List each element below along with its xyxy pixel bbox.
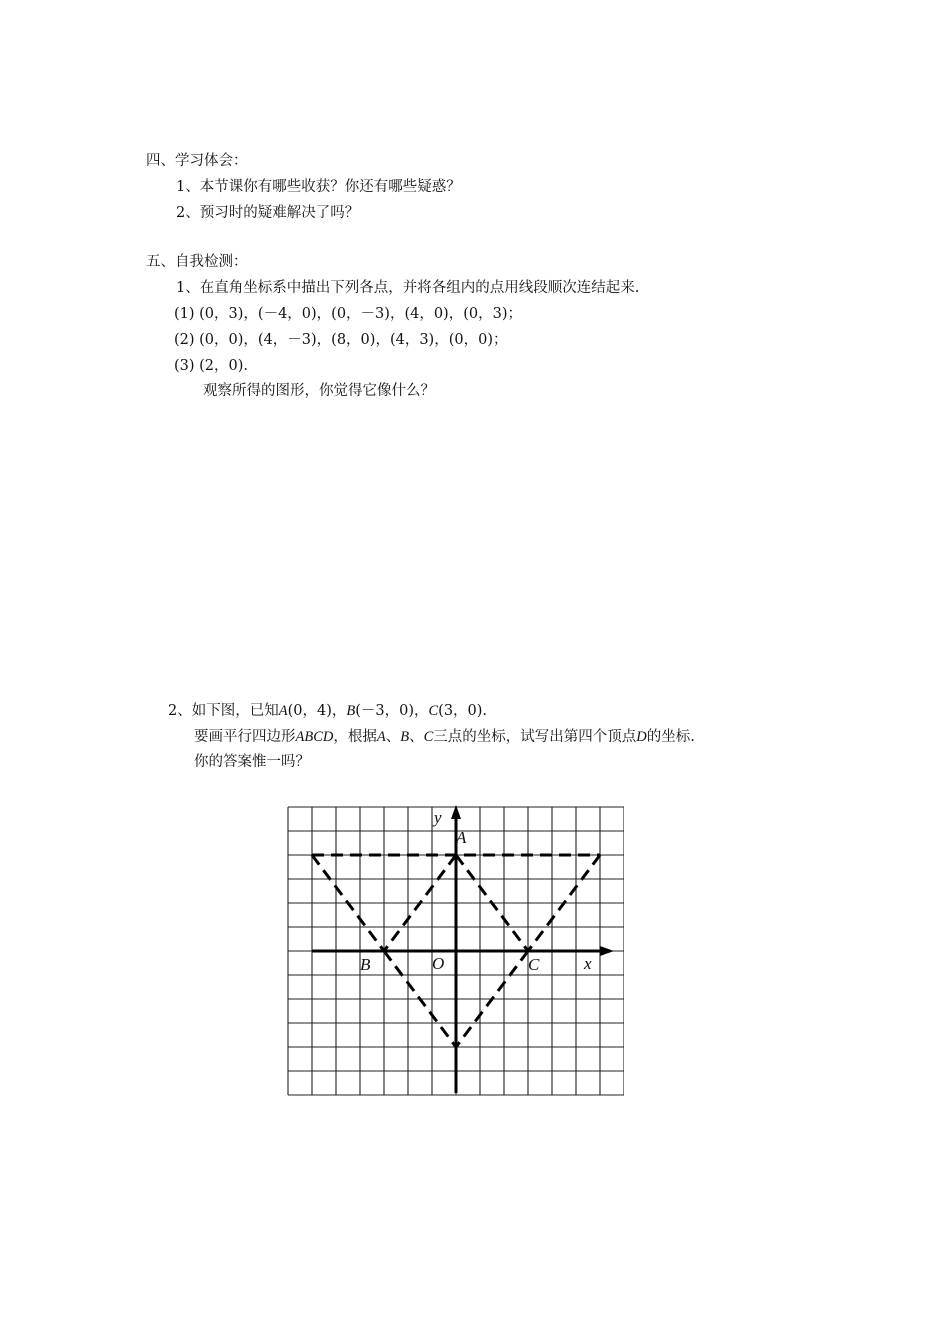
q2-line2-suffix: 的坐标. — [646, 729, 695, 745]
point-b-label: B — [360, 955, 371, 974]
section4-heading: 四、学习体会： — [146, 153, 248, 169]
q2-line2-mid: ，根据 — [333, 729, 377, 745]
axes — [312, 805, 614, 1093]
coordinate-figure — [284, 805, 624, 1097]
q2-line2-a: A — [376, 729, 386, 745]
q2-line1-prefix: 2、如下图，已知 — [168, 703, 279, 719]
point-a-label: A — [456, 828, 467, 847]
point-a-coord: (0，4)， — [287, 703, 347, 719]
x-axis-label: x — [584, 954, 592, 973]
section5-q1-item3: (3) (2，0). — [174, 358, 249, 374]
point-c-coord: (3，0). — [438, 703, 488, 719]
x-axis-arrow — [600, 946, 614, 956]
section5-heading: 五、自我检测： — [146, 254, 248, 270]
section5-q1-item2: (2) (0，0)，(4，－3)，(8，0)，(4，3)，(0，0)； — [174, 332, 508, 348]
q2-line2-c: C — [423, 729, 434, 745]
q2-line2-mid2: 三点的坐标，试写出第四个顶点 — [433, 729, 637, 745]
point-b-name: B — [346, 703, 356, 719]
section4-question-1: 1、本节课你有哪些收获？你还有哪些疑惑？ — [176, 179, 461, 195]
section5-q2-line2 — [194, 727, 695, 747]
point-a-name: A — [278, 703, 288, 719]
section5-q1-intro: 1、在直角坐标系中描出下列各点，并将各组内的点用线段顺次连结起来. — [176, 280, 640, 296]
q2-line2-d: D — [636, 729, 647, 745]
q2-line2-sep2: 、 — [409, 729, 424, 745]
section5-q1-prompt: 观察所得的图形，你觉得它像什么？ — [203, 383, 435, 399]
y-axis-label: y — [434, 808, 442, 827]
parallelogram-name: ABCD — [295, 729, 334, 745]
point-b-coord: (－3，0)， — [355, 703, 429, 719]
section4-question-2: 2、预习时的疑难解决了吗？ — [176, 205, 360, 221]
point-c-name: C — [428, 703, 439, 719]
section5-q1-item1: (1) (0，3)，(－4，0)，(0，－3)，(4，0)，(0，3)； — [174, 306, 522, 322]
origin-label: O — [432, 954, 445, 973]
q2-line2-sep1: 、 — [385, 729, 401, 745]
section5-q2-line3: 你的答案惟一吗？ — [194, 754, 310, 770]
section5-q2-line1 — [168, 701, 487, 721]
point-c-label: C — [528, 955, 540, 974]
q2-line2-prefix: 要画平行四边形 — [194, 729, 296, 745]
q2-line2-b: B — [400, 729, 410, 745]
